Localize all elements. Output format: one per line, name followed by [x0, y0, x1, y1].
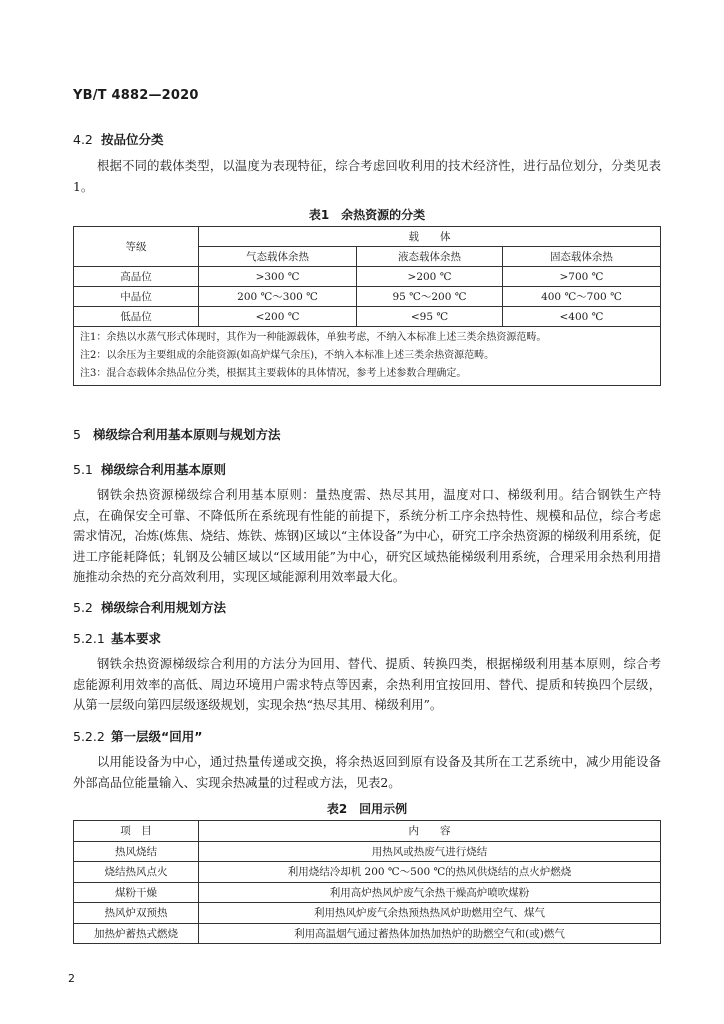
- table-row: [74, 923, 661, 944]
- section-title: 按品位分类: [101, 132, 164, 147]
- section-4-2-paragraph: 根据不同的载体类型，以温度为表现特征，综合考虑回收利用的技术经济性，进行品位划分，分类见表1。: [73, 159, 661, 194]
- table-note-1: 注1：余热以水蒸气形式体现时，其作为一种能源载体，单独考虑，不纳入本标准上述三类余热资源范畴。: [80, 332, 547, 343]
- section-number: 5: [73, 427, 81, 442]
- section-title: 梯级综合利用基本原则与规划方法: [93, 427, 281, 442]
- table-cell: 利用烧结冷却机 200 ℃～500 ℃的热风供烧结的点火炉燃烧: [199, 862, 661, 883]
- subheader-gas: 气态载体余热: [199, 247, 357, 267]
- subheader-liquid: 液态载体余热: [357, 247, 503, 267]
- table-cell: 400 ℃～700 ℃: [502, 287, 660, 307]
- table2: [73, 820, 661, 944]
- section-5-2-heading: [73, 598, 226, 616]
- table-cell: 利用高炉热风炉废气余热干燥高炉喷吹煤粉: [199, 882, 661, 903]
- section-title: 梯级综合利用基本原则: [101, 462, 227, 477]
- table-cell: 中品位: [74, 287, 199, 307]
- section-number: 4.2: [73, 132, 93, 147]
- header-content: 内 容: [199, 821, 661, 842]
- section-5-heading: [73, 425, 281, 443]
- table-cell: <95 ℃: [357, 307, 503, 327]
- section-title: 第一层级“回用”: [111, 729, 203, 744]
- page-number: 2: [68, 972, 75, 985]
- section-5-2-1-paragraph: 钢铁余热资源梯级综合利用的方法分为回用、替代、提质、转换四类，根据梯级利用基本原则，综合考虑能源利用效率的高低、周边环境用户需求特点等因素，余热利用宜按回用、替代、提质和转换四个层级，从第一层级向第四层级逐级规划，实现余热“热尽其用、梯级利用”。: [73, 657, 661, 712]
- section-title: 基本要求: [111, 631, 162, 646]
- table1: [73, 226, 661, 386]
- table-cell: <200 ℃: [199, 307, 357, 327]
- table-header-row: [74, 227, 661, 247]
- table-row: [74, 882, 661, 903]
- header-item: 项 目: [74, 821, 199, 842]
- table1-caption: 表1 余热资源的分类: [308, 208, 426, 222]
- section-number: 5.1: [73, 462, 93, 477]
- table-row: [74, 307, 661, 327]
- table-cell: 热风烧结: [74, 841, 199, 862]
- section-5-1-heading: [73, 460, 226, 478]
- section-5-2-1-heading: [73, 629, 161, 647]
- section-number: 5.2.1: [73, 631, 105, 646]
- table-notes: [74, 327, 661, 386]
- section-number: 5.2: [73, 600, 93, 615]
- table-cell: 200 ℃～300 ℃: [199, 287, 357, 307]
- table-cell: 加热炉蓄热式燃烧: [74, 923, 199, 944]
- section-number: 5.2.2: [73, 729, 105, 744]
- table-cell: 利用高温烟气通过蓄热体加热加热炉的助燃空气和(或)燃气: [199, 923, 661, 944]
- subheader-solid: 固态载体余热: [502, 247, 660, 267]
- table-cell: 低品位: [74, 307, 199, 327]
- section-4-2-heading: [73, 130, 164, 148]
- table-row: [74, 862, 661, 883]
- table-cell: >300 ℃: [199, 267, 357, 287]
- table-note-2: 注2：以余压为主要组成的余能资源(如高炉煤气余压)，不纳入本标准上述三类余热资源范畴。: [80, 350, 495, 361]
- table-note-3: 注3：混合态载体余热品位分类，根据其主要载体的具体情况，参考上述参数合理确定。: [80, 368, 467, 379]
- table-cell: <400 ℃: [502, 307, 660, 327]
- table-cell: 煤粉干燥: [74, 882, 199, 903]
- table-row: [74, 287, 661, 307]
- table2-caption: 表2 回用示例: [326, 802, 408, 816]
- section-5-2-2-paragraph: 以用能设备为中心，通过热量传递或交换，将余热返回到原有设备及其所在工艺系统中，减少用能设备外部高品位能量输入、实现余热减量的过程或方法，见表2。: [73, 755, 661, 790]
- section-5-2-2-heading: [73, 727, 202, 745]
- table-cell: >200 ℃: [357, 267, 503, 287]
- table-cell: 高品位: [74, 267, 199, 287]
- table-row: [74, 903, 661, 924]
- table-cell: 热风炉双预热: [74, 903, 199, 924]
- table-cell: 烧结热风点火: [74, 862, 199, 883]
- table-header-row: [74, 821, 661, 842]
- table-cell: 利用热风炉废气余热预热热风炉助燃用空气、煤气: [199, 903, 661, 924]
- section-title: 梯级综合利用规划方法: [101, 600, 227, 615]
- document-code: YB/T 4882—2020: [73, 88, 199, 103]
- table-notes-row: [74, 327, 661, 386]
- table-row: [74, 841, 661, 862]
- section-5-1-paragraph: 钢铁余热资源梯级综合利用基本原则：量热度需、热尽其用，温度对口、梯级利用。结合钢铁生产特点，在确保安全可靠、不降低所在系统现有性能的前提下，系统分析工序余热特性、规模和品位，综合考虑需求情况，冶炼(炼焦、烧结、炼铁、炼钢)区域以“主体设备”为中心，研究工序余热资源的梯级利用系统，促进工序能耗降低；轧钢及公辅区域以“区域用能”为中心，研究区域热能梯级利用系统，合理采用余热利用措施推动余热的充分高效利用，实现区域能源利用效率最大化。: [73, 488, 661, 584]
- header-grade: 等级: [74, 227, 199, 267]
- table-cell: 95 ℃～200 ℃: [357, 287, 503, 307]
- table-row: [74, 267, 661, 287]
- table-cell: 用热风或热废气进行烧结: [199, 841, 661, 862]
- table-cell: >700 ℃: [502, 267, 660, 287]
- header-carrier: 载 体: [199, 227, 661, 247]
